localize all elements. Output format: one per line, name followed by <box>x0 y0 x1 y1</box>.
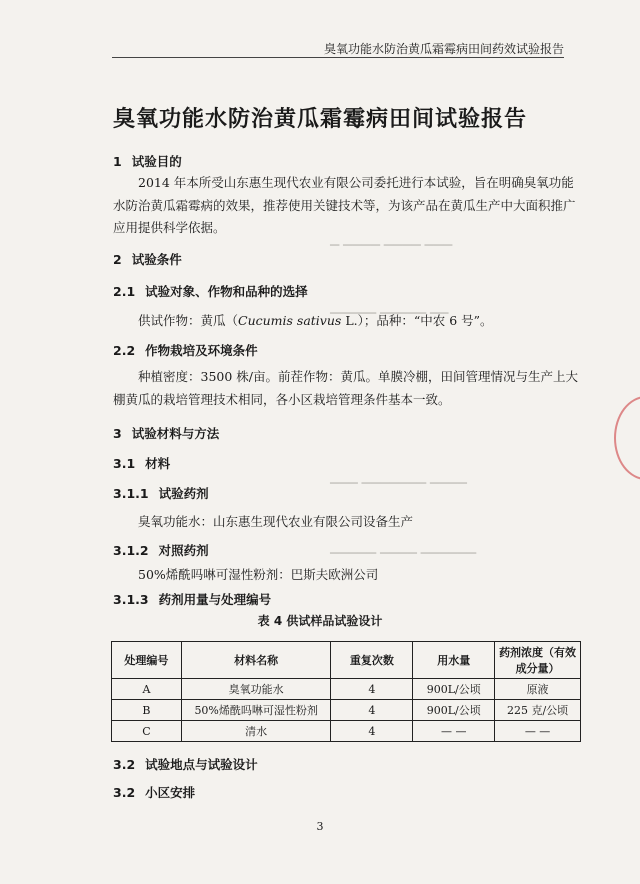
bleed-through-text: ▁▁▁ ▁▁▁▁▁▁▁ ▁▁▁▁ <box>330 470 467 484</box>
table-cell: A <box>112 679 182 700</box>
table-header-cell: 处理编号 <box>112 642 182 679</box>
table-caption: 表 4 供试样品试验设计 <box>257 614 383 628</box>
sample-design-table <box>111 641 581 742</box>
table-header-cell: 材料名称 <box>181 642 331 679</box>
table-cell: 4 <box>331 700 413 721</box>
table-cell: C <box>112 721 182 742</box>
table-cell: 900L/公顷 <box>413 700 495 721</box>
table-header-cell: 重复次数 <box>331 642 413 679</box>
control-agent-line: 50%烯酰吗啉可湿性粉剂：巴斯夫欧洲公司 <box>138 567 379 582</box>
table-row <box>112 700 581 721</box>
table-header-cell: 药剂浓度（有效成分量） <box>495 642 581 679</box>
bleed-through-text: ▁▁▁▁▁ ▁▁▁▁▁ ▁▁ <box>330 300 449 314</box>
table-cell: 225 克/公顷 <box>495 700 581 721</box>
section-heading: 3 试验材料与方法 <box>113 426 220 441</box>
subsection-heading: 3.2 试验地点与试验设计 <box>113 757 258 772</box>
subsection-heading: 2.1 试验对象、作物和品种的选择 <box>113 284 308 299</box>
section-heading: 2 试验条件 <box>113 252 182 267</box>
subsection-heading: 3.2 小区安排 <box>113 785 196 800</box>
table-cell: 清水 <box>181 721 331 742</box>
running-header: 臭氧功能水防治黄瓜霜霉病田间药效试验报告 <box>323 42 564 56</box>
section-heading: 1 试验目的 <box>113 154 182 169</box>
subsection-heading: 3.1.2 对照药剂 <box>113 543 209 558</box>
table-cell: 4 <box>331 679 413 700</box>
table-cell: — — <box>413 721 495 742</box>
page-number: 3 <box>316 820 324 833</box>
red-seal-stamp <box>614 396 640 480</box>
table-cell: 原液 <box>495 679 581 700</box>
table-header-cell: 用水量 <box>413 642 495 679</box>
subsection-heading: 3.1 材料 <box>113 456 171 471</box>
document-title: 臭氧功能水防治黄瓜霜霉病田间试验报告 <box>112 107 527 132</box>
table-cell: 900L/公顷 <box>413 679 495 700</box>
table-cell: 50%烯酰吗啉可湿性粉剂 <box>181 700 331 721</box>
table-header-row <box>112 642 581 679</box>
crop-line: 供试作物：黄瓜（Cucumis sativus L.）；品种：“中农 6 号”。 <box>138 313 493 328</box>
table-row <box>112 721 581 742</box>
table-row <box>112 679 581 700</box>
subsection-heading: 3.1.3 药剂用量与处理编号 <box>113 592 272 607</box>
bleed-through-text: ▁▁▁▁▁ ▁▁▁▁ ▁▁▁▁▁▁ <box>330 540 477 554</box>
section-paragraph: 2014 年本所受山东惠生现代农业有限公司委托进行本试验，旨在明确臭氧功能水防治黄瓜霜霉病的效果，推荐使用关键技术等，为该产品在黄瓜生产中大面积推广应用提供科学依据。 <box>113 175 576 235</box>
subsection-heading: 2.2 作物栽培及环境条件 <box>113 343 258 358</box>
test-agent-line: 臭氧功能水：山东惠生现代农业有限公司设备生产 <box>138 514 414 529</box>
header-rule <box>112 57 564 58</box>
table-cell: — — <box>495 721 581 742</box>
subsection-heading: 3.1.1 试验药剂 <box>113 486 209 501</box>
table-cell: B <box>112 700 182 721</box>
table-cell: 4 <box>331 721 413 742</box>
table-cell: 臭氧功能水 <box>181 679 331 700</box>
bleed-through-text: ▁ ▁▁▁▁ ▁▁▁▁ ▁▁▁ <box>330 232 453 246</box>
section-paragraph: 种植密度：3500 株/亩。前茬作物：黄瓜。单膜冷棚，田间管理情况与生产上大棚黄瓜的栽培管理技术相同，各小区栽培管理条件基本一致。 <box>113 369 578 407</box>
